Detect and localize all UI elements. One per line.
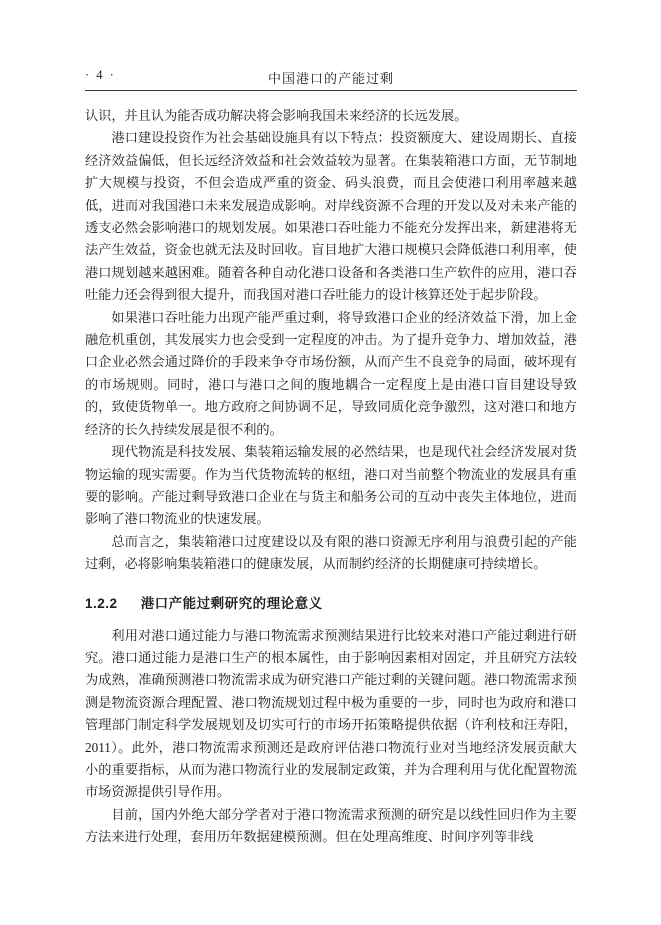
page-number: · 4 · bbox=[85, 68, 116, 82]
paragraph: 港口建设投资作为社会基础设施具有以下特点：投资额度大、建设周期长、直接经济效益偏低，但长远经济效益和社会效益较为显著。在集装箱港口方面，无节制地扩大规模与投资，不但会造成严重的资金、码头浪费，而且会使港口利用率越来越低，进而对我国港口未来发展造成影响。对岸线资源不合理的开发以及对未来产能的透支必然会影响港口的规划发展。如果港口吞吐能力不能充分发挥出来，新建港将无法产生效益，资金也就无法及时回收。盲目地扩大港口规模只会降低港口利用率，使港口规划越来越困难。随着各种自动化港口设备和各类港口生产软件的应用，港口吞吐能力还会得到很大提升，而我国对港口吞吐能力的设计核算还处于起步阶段。 bbox=[85, 130, 577, 303]
paragraph: 总而言之，集装箱港口过度建设以及有限的港口资源无序利用与浪费引起的产能过剩，必将影响集装箱港口的健康发展，从而制约经济的长期健康可持续增长。 bbox=[85, 533, 577, 572]
paragraph: 利用对港口通过能力与港口物流需求预测结果进行比较来对港口产能过剩进行研究。港口通过能力是港口生产的根本属性，由于影响因素相对固定，并且研究方法较为成熟，准确预测港口物流需求成为研究港口产能过剩的关键问题。港口物流需求预测是物流资源合理配置、港口物流规划过程中极为重要的一步，同时也为政府和港口管理部门制定科学发展规划及切实可行的市场开拓策略提供依据（许利枝和汪寿阳，2011）。此外，港口物流需求预测还是政府评估港口物流行业对当地经济发展贡献大小的重要指标，从而为港口物流行业的发展制定政策，并为合理利用与优化配置物流市场资源提供引导作用。 bbox=[85, 627, 577, 800]
section-title: 港口产能过剩研究的理论意义 bbox=[140, 595, 323, 611]
paragraph: 现代物流是科技发展、集装箱运输发展的必然结果，也是现代社会经济发展对货物运输的现实需要。作为当代货物流转的枢纽，港口对当前整个物流业的发展具有重要的影响。产能过剩导致港口企业在与货主和船务公司的互动中丧失主体地位，进而影响了港口物流业的快速发展。 bbox=[85, 444, 577, 527]
running-title: 中国港口的产能过剩 bbox=[267, 71, 394, 86]
body-text bbox=[85, 105, 577, 849]
section-number: 1.2.2 bbox=[85, 595, 118, 611]
paragraph: 目前，国内外绝大部分学者对于港口物流需求预测的研究是以线性回归作为主要方法来进行处理，套用历年数据建模预测。但在处理高维度、时间序列等非线 bbox=[85, 806, 577, 845]
paragraph: 如果港口吞吐能力出现产能严重过剩，将导致港口企业的经济效益下滑，加上金融危机重创，其发展实力也会受到一定程度的冲击。为了提升竞争力、增加效益，港口企业必然会通过降价的手段来争夺市场份额，从而产生不良竞争的局面，破坏现有的市场规则。同时，港口与港口之间的腹地耦合一定程度上是由港口盲目建设导致的，致使货物单一。地方政府之间协调不足，导致同质化竞争激烈，这对港口和地方经济的长久持续发展是很不利的。 bbox=[85, 309, 577, 437]
section-heading bbox=[85, 592, 577, 612]
paragraph: 认识，并且认为能否成功解决将会影响我国未来经济的长远发展。 bbox=[85, 108, 468, 123]
running-header bbox=[85, 68, 577, 91]
